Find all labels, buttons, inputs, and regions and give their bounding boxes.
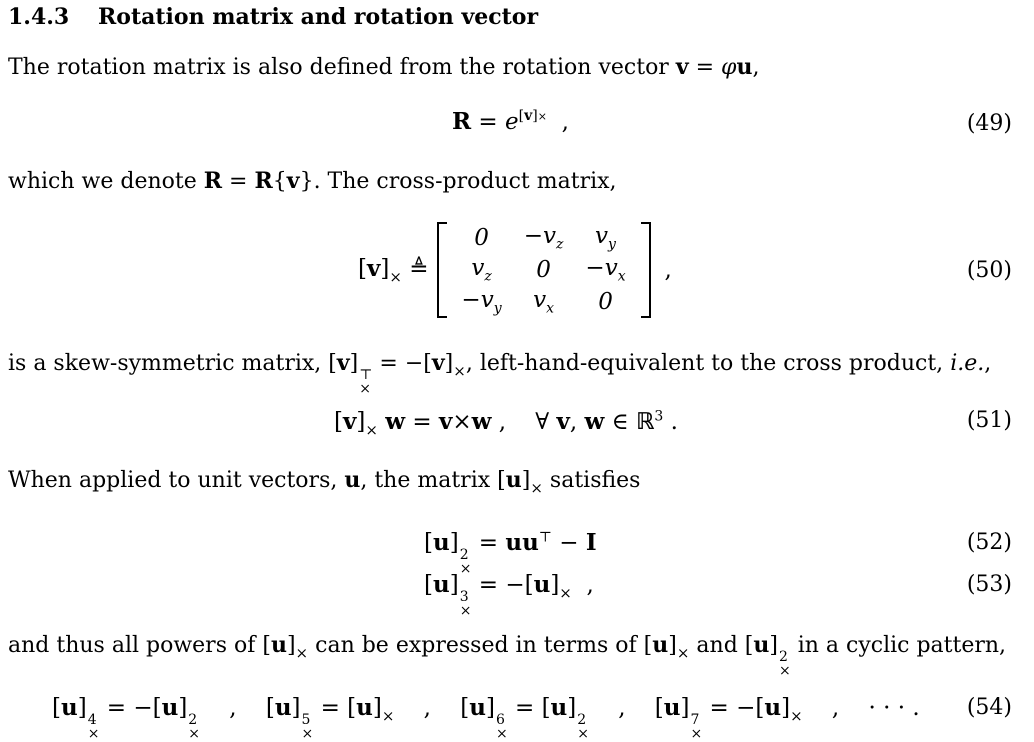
section-number: 1.4.3 bbox=[8, 4, 70, 30]
equation-50: [v]× ≜ 0 $-v_z$ $v_y$ $v_z$ 0 $-v_x$ $-v_y$ $v_x$ 0 , bbox=[358, 223, 672, 317]
paragraph-3-text-a: is a skew-symmetric matrix, bbox=[8, 351, 322, 376]
paragraph-5-text-b: can be expressed in terms of bbox=[315, 633, 637, 658]
paragraph-2: which we denote R = R{v}. The cross-product matrix, bbox=[8, 168, 617, 194]
matrix-cell: 0 bbox=[598, 289, 613, 315]
paragraph-2-text-b: . The cross-product matrix, bbox=[313, 169, 617, 194]
paragraph-5-text-a: and thus all powers of bbox=[8, 633, 256, 658]
equation-52: [u] 2 × = uu⊤ − I bbox=[424, 529, 597, 577]
paragraph-3: is a skew-symmetric matrix, [v] ⊤ × = −[v]×, left-hand-equivalent to the cross product, i.e., bbox=[8, 350, 992, 397]
matrix-cell: $v_z$ bbox=[471, 255, 492, 285]
matrix-cell: 0 bbox=[536, 257, 551, 283]
equation-49: $R = e^{[v]\times}$ , bbox=[452, 108, 569, 135]
equation-number-51: (51) bbox=[966, 408, 1012, 433]
matrix-cell: $-v_y$ bbox=[461, 287, 502, 317]
equation-number-50: (50) bbox=[966, 258, 1012, 283]
paragraph-4: When applied to unit vectors, u, the matrix [u]× satisfies bbox=[8, 467, 641, 497]
equation-51: [v]× w = v×w , ∀ v, w ∈ ℝ$^3$ . bbox=[334, 408, 678, 439]
paragraph-4-text-b: , the matrix bbox=[360, 468, 491, 493]
equation-number-53: (53) bbox=[966, 572, 1012, 597]
equation-53: [u] 3 × = −[u]× , bbox=[424, 571, 594, 619]
paragraph-2-text-a: which we denote bbox=[8, 169, 197, 194]
matrix-cell: $-v_z$ bbox=[523, 223, 564, 253]
paragraph-5-text-d: in a cyclic pattern, bbox=[797, 633, 1007, 658]
paragraph-5-text-c: and bbox=[696, 633, 738, 658]
paragraph-5: and thus all powers of [u]× can be expressed in terms of [u]× and [u] 2 × in a cyclic pattern, bbox=[8, 632, 1007, 679]
paragraph-4-text-c: satisfies bbox=[549, 468, 641, 493]
paragraph-3-text-b: , left-hand-equivalent to the cross product, bbox=[465, 351, 944, 376]
section-heading bbox=[8, 4, 538, 30]
matrix-cell: $-v_x$ bbox=[585, 255, 626, 285]
matrix-cell: $v_x$ bbox=[533, 287, 554, 317]
equation-54: [u] 4 × = −[u] 2 × , [u] 5 × = [u]× , [u] 6 × = [u] 2 × , [u] 7 × = −[u]× , · · · . bbox=[52, 694, 920, 742]
paragraph-1: The rotation matrix is also defined from the rotation vector v = φu, bbox=[8, 54, 760, 80]
section-title: Rotation matrix and rotation vector bbox=[98, 4, 539, 30]
equation-number-54: (54) bbox=[966, 695, 1012, 720]
paragraph-3-ie: i.e. bbox=[950, 351, 985, 376]
equation-number-52: (52) bbox=[966, 530, 1012, 555]
cross-product-matrix bbox=[437, 222, 651, 318]
equation-number-49: (49) bbox=[966, 111, 1012, 136]
paragraph-4-text-a: When applied to unit vectors, bbox=[8, 468, 338, 493]
matrix-cell: 0 bbox=[474, 225, 489, 251]
paragraph-1-text: The rotation matrix is also defined from the rotation vector bbox=[8, 55, 669, 80]
matrix-cell: $v_y$ bbox=[595, 223, 616, 253]
